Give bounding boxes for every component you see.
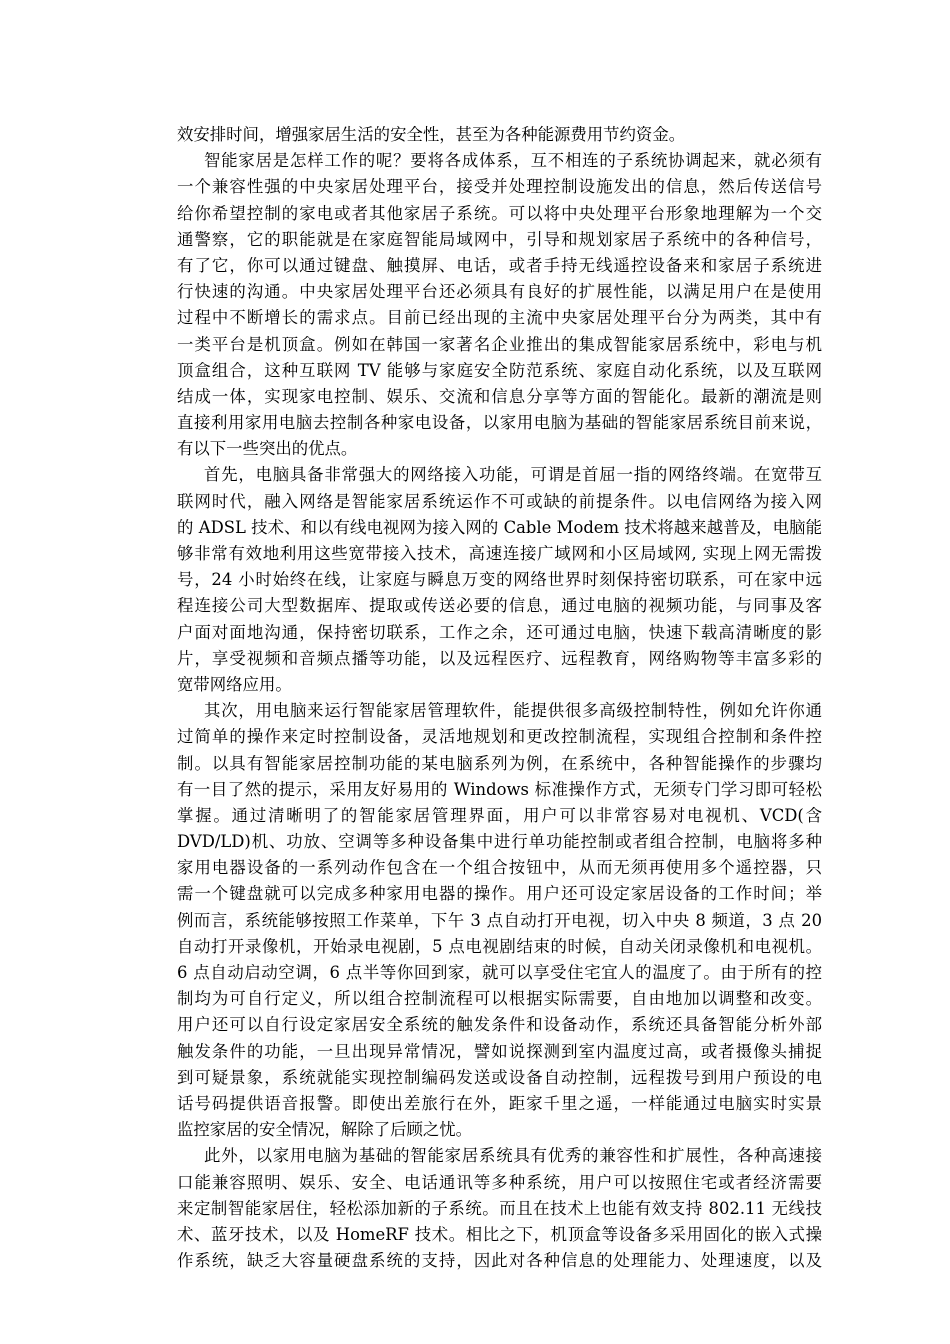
- text-line: 例而言，系统能够按照工作菜单，下午 3 点自动打开电视，切入中央 8 频道，3 点 20: [177, 910, 822, 930]
- text-line: 有一目了然的提示，采用友好易用的 Windows 标准操作方式，无须专门学习即可轻松: [177, 779, 822, 799]
- text-line: 话号码提供语音报警。即使出差旅行在外，距家千里之遥，一样能通过电脑实时实景: [177, 1093, 822, 1113]
- document-body: [177, 122, 822, 1274]
- text-line: 首先，电脑具备非常强大的网络接入功能，可谓是首屈一指的网络终端。在宽带互: [204, 465, 822, 485]
- text-line: 户面对面地沟通，保持密切联系，工作之余，还可通过电脑，快速下载高清晰度的影: [177, 622, 822, 642]
- text-line: 程连接公司大型数据库、提取或传送必要的信息，通过电脑的视频功能，与同事及客: [177, 596, 822, 616]
- text-line: 6 点自动启动空调，6 点半等你回到家，就可以享受住宅宜人的温度了。由于所有的控: [177, 963, 822, 982]
- text-line: 顶盒组合，这种互联网 TV 能够与家庭安全防范系统、家庭自动化系统，以及互联网: [177, 360, 822, 380]
- text-line: 家用电器设备的一系列动作包含在一个组合按钮中，从而无须再使用多个遥控器，只: [177, 858, 822, 878]
- paragraph: [177, 1143, 822, 1274]
- paragraph: [177, 462, 822, 698]
- text-line: 智能家居是怎样工作的呢？要将各成体系，互不相连的子系统协调起来，就必须有: [204, 151, 822, 171]
- text-line: 监控家居的安全情况，解除了后顾之忧。: [177, 1120, 473, 1140]
- text-line: 制。以具有智能家居控制功能的某电脑系列为例，在系统中，各种智能操作的步骤均: [177, 753, 822, 773]
- text-line: 其次，用电脑来运行智能家居管理软件，能提供很多高级控制特性，例如允许你通: [204, 701, 822, 721]
- paragraph: [177, 122, 822, 148]
- text-line: 触发条件的功能，一旦出现异常情况，譬如说探测到室内温度过高，或者摄像头捕捉: [177, 1041, 822, 1061]
- text-line: 用户还可以自行设定家居安全系统的触发条件和设备动作，系统还具备智能分析外部: [177, 1015, 822, 1035]
- text-line: 效安排时间，增强家居生活的安全性，甚至为各种能源费用节约资金。: [177, 125, 686, 144]
- text-line: 作系统，缺乏大容量硬盘系统的支持，因此对各种信息的处理能力、处理速度，以及: [177, 1251, 822, 1271]
- text-line: 给你希望控制的家电或者其他家居子系统。可以将中央处理平台形象地理解为一个交: [177, 203, 822, 223]
- text-line: 一类平台是机顶盒。例如在韩国一家著名企业推出的集成智能家居系统中，彩电与机: [177, 334, 822, 354]
- text-line: 术、蓝牙技术，以及 HomeRF 技术。相比之下，机顶盒等设备多采用固化的嵌入式操: [177, 1224, 822, 1244]
- text-line: 结成一体，实现家电控制、娱乐、交流和信息分享等方面的智能化。最新的潮流是则: [177, 386, 822, 406]
- text-line: DVD/LD)机、功放、空调等多种设备集中进行单功能控制或者组合控制，电脑将多种: [177, 832, 822, 852]
- text-line: 口能兼容照明、娱乐、安全、电话通讯等多种系统，用户可以按照住宅或者经济需要: [177, 1172, 822, 1192]
- text-line: 到可疑景象，系统就能实现控制编码发送或设备自动控制，远程拨号到用户预设的电: [177, 1067, 822, 1087]
- text-line: 行快速的沟通。中央家居处理平台还必须具有良好的扩展性能，以满足用户在是使用: [177, 282, 822, 302]
- text-line: 来定制智能家居住，轻松添加新的子系统。而且在技术上也能有效支持 802.11 无线技: [177, 1198, 822, 1218]
- text-line: 有以下一些突出的优点。: [177, 439, 358, 459]
- text-line: 一个兼容性强的中央家居处理平台，接受并处理控制设施发出的信息，然后传送信号: [177, 177, 822, 197]
- paragraph: [177, 148, 822, 462]
- text-line: 联网时代，融入网络是智能家居系统运作不可或缺的前提条件。以电信网络为接入网: [177, 491, 822, 511]
- text-line: 通警察，它的职能就是在家庭智能局域网中，引导和规划家居子系统中的各种信号，: [177, 229, 822, 249]
- text-line: 的 ADSL 技术、和以有线电视网为接入网的 Cable Modem 技术将越来越普及，电脑能: [177, 517, 822, 537]
- text-line: 过简单的操作来定时控制设备，灵活地规划和更改控制流程，实现组合控制和条件控: [177, 727, 822, 747]
- text-line: 直接利用家用电脑去控制各种家电设备，以家用电脑为基础的智能家居系统目前来说，: [177, 413, 822, 433]
- text-line: 有了它，你可以通过键盘、触摸屏、电话，或者手持无线遥控设备来和家居子系统进: [177, 255, 822, 275]
- text-line: 制均为可自行定义，所以组合控制流程可以根据实际需要，自由地加以调整和改变。: [177, 989, 822, 1009]
- text-line: 号，24 小时始终在线，让家庭与瞬息万变的网络世界时刻保持密切联系，可在家中远: [177, 570, 822, 590]
- text-line: 自动打开录像机，开始录电视剧，5 点电视剧结束的时候，自动关闭录像机和电视机。: [177, 936, 822, 956]
- text-line: 掌握。通过清晰明了的智能家居管理界面，用户可以非常容易对电视机、VCD(含: [177, 805, 822, 825]
- paragraph: [177, 698, 822, 1143]
- text-line: 宽带网络应用。: [177, 674, 292, 694]
- text-line: 片，享受视频和音频点播等功能，以及远程医疗、远程教育，网络购物等丰富多彩的: [177, 648, 822, 668]
- text-line: 此外，以家用电脑为基础的智能家居系统具有优秀的兼容性和扩展性，各种高速接: [204, 1146, 822, 1166]
- text-line: 过程中不断增长的需求点。目前已经出现的主流中央家居处理平台分为两类，其中有: [177, 308, 822, 328]
- text-line: 需一个键盘就可以完成多种家用电器的操作。用户还可设定家居设备的工作时间；举: [177, 884, 822, 904]
- text-line: 够非常有效地利用这些宽带接入技术，高速连接广域网和小区局域网, 实现上网无需拨: [177, 544, 822, 563]
